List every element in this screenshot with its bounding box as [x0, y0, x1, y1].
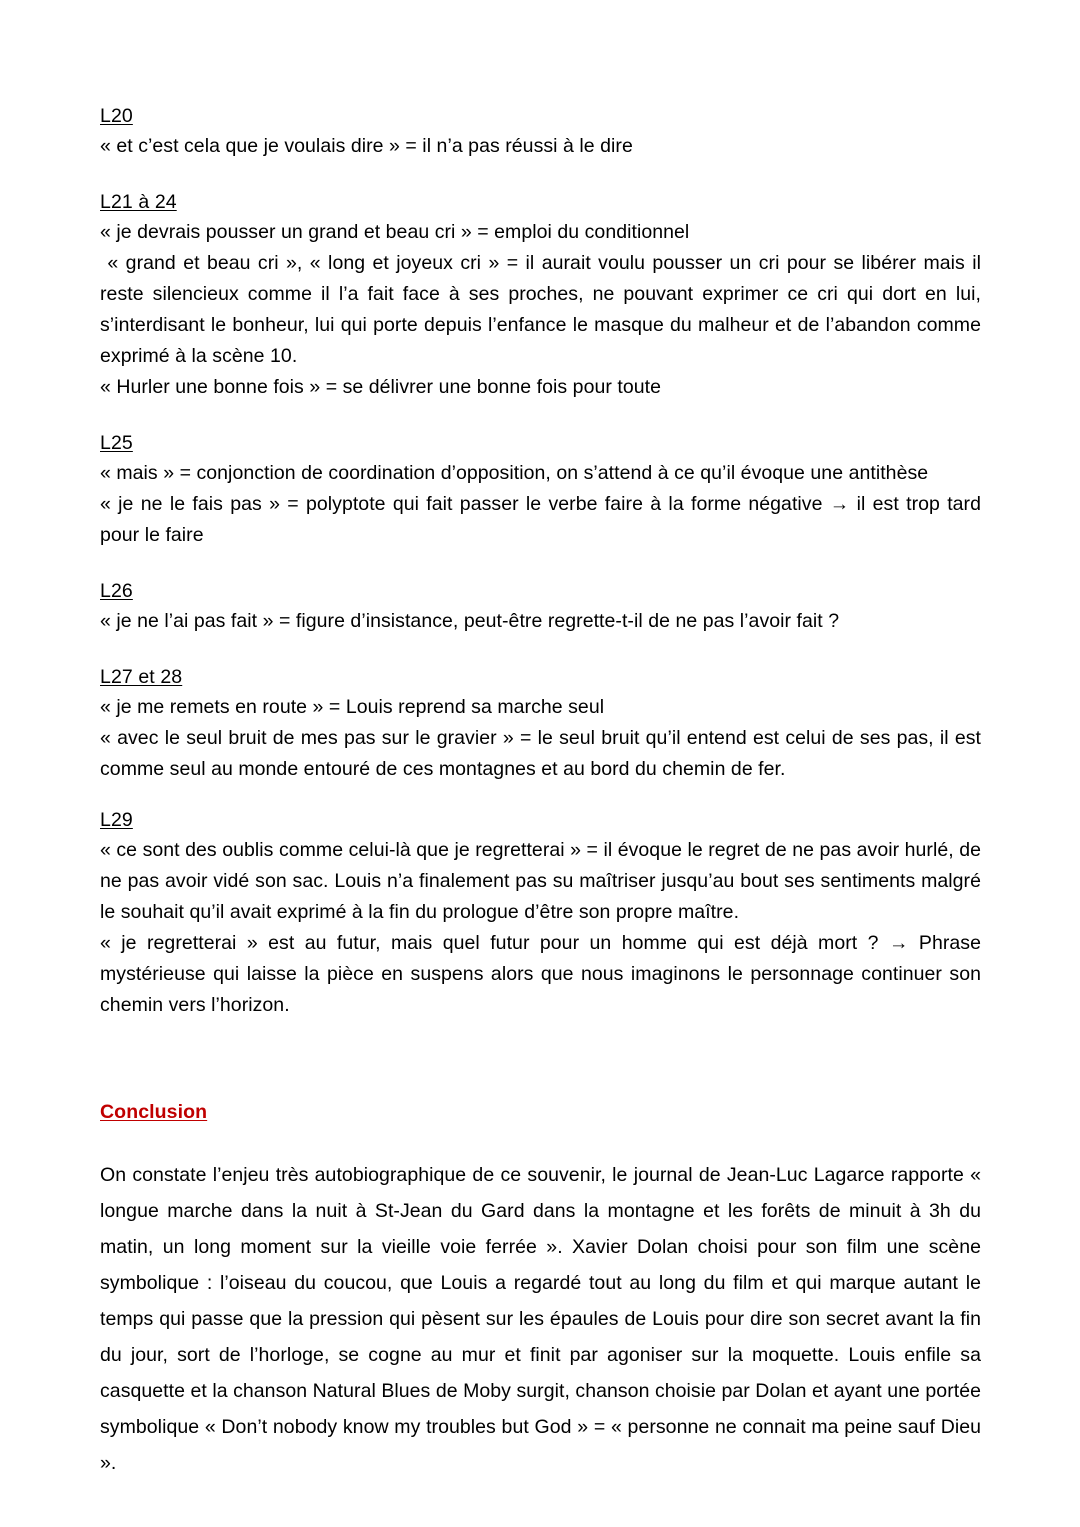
section-l26: [100, 578, 981, 637]
section-heading-l29: L29: [100, 809, 133, 831]
section-l25: [100, 430, 987, 551]
section-l27-28: [100, 664, 987, 785]
section-heading-l27-28: L27 et 28: [100, 666, 183, 688]
section-l21-24: [100, 189, 987, 403]
section-heading-l20: L20: [100, 105, 133, 127]
section-l29: [100, 807, 987, 1021]
paragraph-l25-1: « mais » = conjonction de coordination d’opposition, on s’attend à ce qu’il évoque une antithèse: [100, 462, 929, 484]
paragraph-l21-24-2: « grand et beau cri », « long et joyeux cri » = il aurait voulu pousser un cri pour se libérer mais il reste silencieux comme il l’a fait face à ses proches, ne pouvant exprimer ce cri qui dort en lui, s’interdisant le bonheur, lui qui porte depuis l’enfance le masque du malheur et de l’abandon comme exprimé à la scène 10.: [100, 252, 987, 367]
paragraph-l25-2: « je ne le fais pas » = polyptote qui fait passer le verbe faire à la forme négative → il est trop tard pour le faire: [100, 493, 987, 546]
section-heading-l25: L25: [100, 432, 133, 454]
paragraph-l27-28-1: « je me remets en route » = Louis reprend sa marche seul: [100, 696, 605, 718]
section-l20: [100, 103, 981, 162]
section-heading-l21-24: L21 à 24: [100, 191, 177, 213]
document-body: [100, 103, 987, 1481]
conclusion-paragraph: On constate l’enjeu très autobiographique de ce souvenir, le journal de Jean-Luc Lagarce rapporte « longue marche dans la nuit à St-Jean du Gard dans la montagne et les forêts de minuit à 3h du matin, un long moment sur la vieille voie ferrée ». Xavier Dolan choisi pour son film une scène symbolique : l’oiseau du coucou, que Louis a regardé tout au long du film et qui marque autant le temps qui passe que la pression qui pèsent sur les épaules de Louis pour dire son secret avant la fin du jour, sort de l’horloge, se cogne au mur et finit par agoniser sur la moquette. Louis enfile sa casquette et la chanson Natural Blues de Moby surgit, chanson choisie par Dolan et ayant une portée symbolique « Don’t nobody know my troubles but God » = « personne ne connait ma peine sauf Dieu ».: [100, 1164, 981, 1474]
paragraph-l29-1: « ce sont des oublis comme celui-là que je regretterai » = il évoque le regret de ne pas avoir hurlé, de ne pas avoir vidé son sac. Louis n’a finalement pas su maîtriser jusqu’au bout ses sentiments malgré le souhait qu’il avait exprimé à la fin du prologue d’être son propre maître.: [100, 839, 987, 923]
paragraph-l20-1: « et c’est cela que je voulais dire » = il n’a pas réussi à le dire: [100, 135, 633, 157]
conclusion-heading: Conclusion: [100, 1101, 208, 1123]
section-conclusion: [100, 1099, 981, 1481]
paragraph-l21-24-3: « Hurler une bonne fois » = se délivrer une bonne fois pour toute: [100, 376, 661, 398]
section-spacer: [100, 1043, 981, 1099]
paragraph-l29-2: « je regretterai » est au futur, mais quel futur pour un homme qui est déjà mort ? → Phrase mystérieuse qui laisse la pièce en suspens alors que nous imaginons le personnage continuer son chemin vers l’horizon.: [100, 932, 987, 1016]
section-heading-l26: L26: [100, 580, 133, 602]
paragraph-l21-24-1: « je devrais pousser un grand et beau cri » = emploi du conditionnel: [100, 221, 690, 243]
paragraph-l26-1: « je ne l’ai pas fait » = figure d’insistance, peut-être regrette-t-il de ne pas l’avoir fait ?: [100, 610, 840, 632]
paragraph-l27-28-2: « avec le seul bruit de mes pas sur le gravier » = le seul bruit qu’il entend est celui de ses pas, il est comme seul au monde entouré de ces montagnes et au bord du chemin de fer.: [100, 727, 987, 780]
